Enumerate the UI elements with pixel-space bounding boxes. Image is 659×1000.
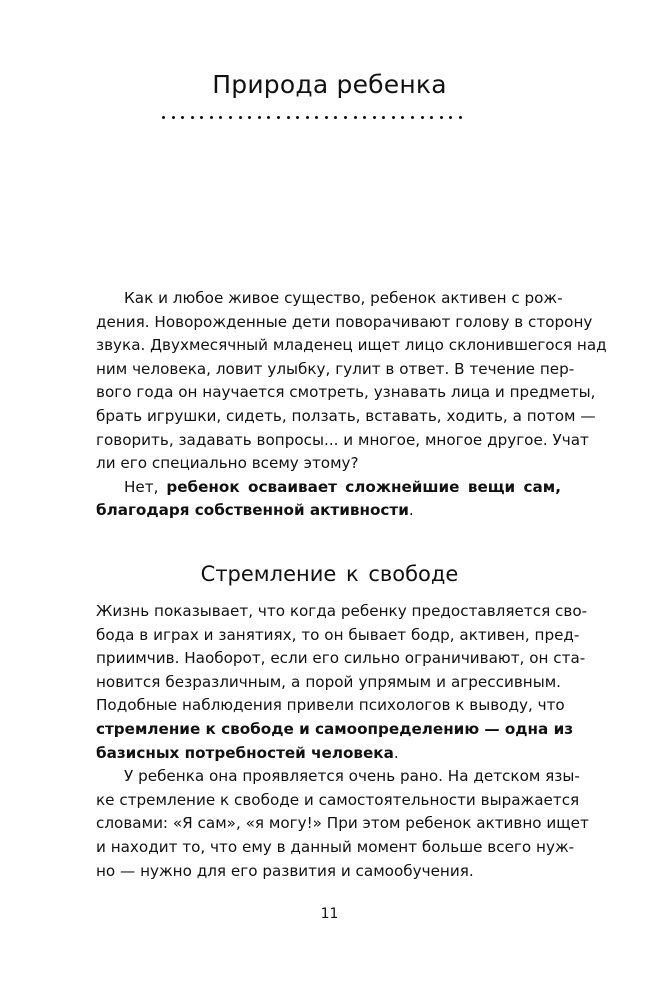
bold-text: стремление к свободе и самоопределению — одна из	[96, 719, 574, 738]
tail-text: .	[393, 743, 399, 762]
chapter-title: Природа ребенка	[212, 70, 447, 99]
text-line: Как и любое живое существо, ребенок активен с рож-	[124, 289, 563, 307]
text-line: брать игрушки, сидеть, ползать, вставать, ходить, а потом —	[96, 406, 596, 425]
bold-text: благодаря собственной активности	[96, 501, 409, 520]
bold-text: ребенок осваивает сложнейшие вещи сам,	[166, 477, 561, 496]
text-line: У ребенка она проявляется очень рано. На детском язы-	[124, 767, 580, 786]
text-line: словами: «Я сам», «я могу!» При этом ребенок активно ищет	[96, 814, 589, 833]
intro-paragraph	[96, 287, 607, 523]
text-line: и находит то, что ему в данный момент больше всего нуж-	[96, 837, 575, 856]
emphasis-line	[96, 742, 561, 766]
emphasis-line	[96, 718, 574, 742]
page-number: 11	[320, 906, 339, 922]
lead-text: Нет,	[124, 477, 167, 496]
text-line: приимчив. Наоборот, если его сильно ограничивают, он ста-	[96, 649, 586, 668]
freedom-paragraph	[96, 600, 589, 883]
bold-text: базисных потребностей человека	[96, 743, 394, 762]
text-line: вого года он научается смотреть, узнавать лица и предметы,	[96, 383, 596, 402]
text-line: ли его специально всему этому?	[96, 454, 359, 473]
text-line: Жизнь показывает, что когда ребенку предоставляется сво-	[96, 602, 588, 620]
text-line: ним человека, ловит улыбку, гулит в ответ. В течение пер-	[96, 359, 575, 378]
text-line: говорить, задавать вопросы... и многое, многое другое. Учат	[96, 430, 589, 449]
text-line: Подобные наблюдения привели психологов к выводу, что	[96, 696, 565, 715]
section-title: Стремление к свободе	[200, 562, 459, 586]
text-line: бода в играх и занятиях, то он бывает бодр, активен, пред-	[96, 625, 580, 644]
text-line: но — нужно для его развития и самообучения.	[96, 861, 474, 880]
text-line: звука. Двухмесячный младенец ищет лицо склонившегося над	[96, 336, 607, 355]
emphasis-line	[96, 499, 561, 523]
text-line: дения. Новорожденные дети поворачивают голову в сторону	[96, 312, 593, 331]
text-line: новится безразличным, а порой упрямым и агрессивным.	[96, 672, 561, 691]
text-line: ке стремление к свободе и самостоятельности выражается	[96, 790, 580, 809]
emphasis-line	[96, 476, 561, 500]
tail-text: .	[408, 501, 414, 520]
title-dotted-rule	[162, 116, 462, 124]
